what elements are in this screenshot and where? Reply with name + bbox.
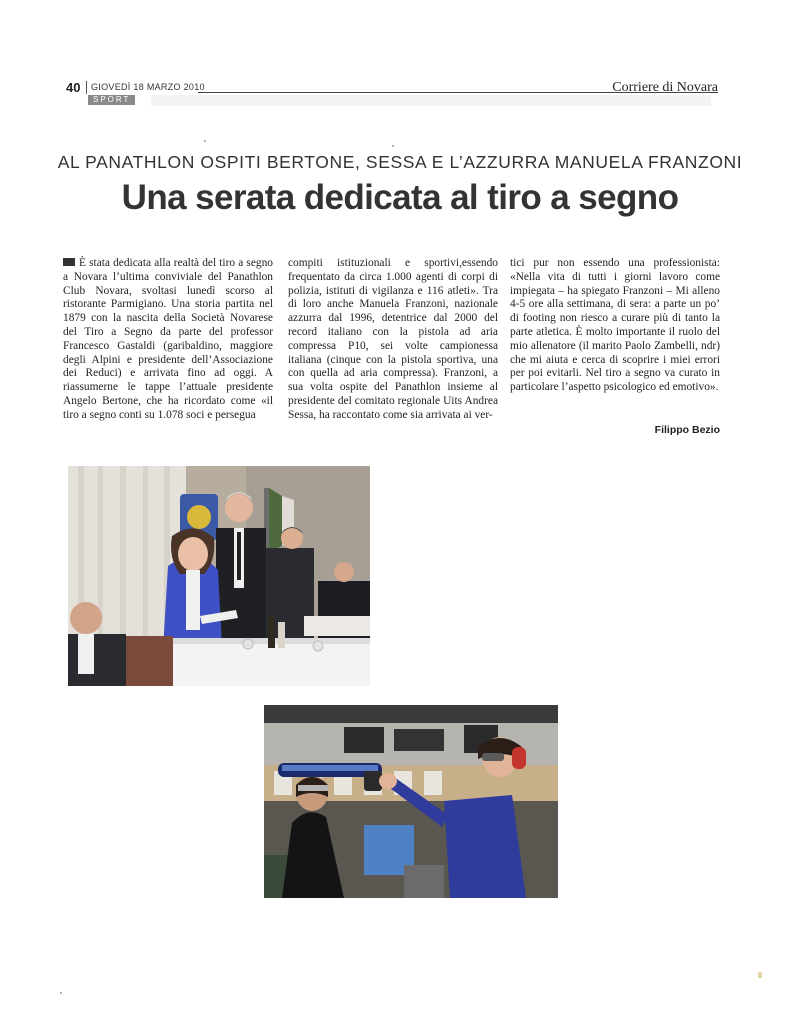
- section-badge: SPORT: [88, 95, 135, 105]
- header-divider: [86, 81, 87, 94]
- newspaper-name: Corriere di Novara: [612, 80, 718, 95]
- paper-speck: [758, 972, 762, 978]
- lead-square-icon: [63, 258, 75, 266]
- photo-panathlon-dinner: [68, 466, 370, 686]
- article-kicker: AL PANATHLON OSPITI BERTONE, SESSA E L’AZZURRA MANUELA FRANZONI: [57, 152, 743, 172]
- article-column-1: [63, 257, 273, 423]
- issue-date: GIOVEDÌ 18 MARZO 2010: [91, 82, 205, 92]
- dinner-photo-illustration: [68, 466, 370, 686]
- column-1-text: È stata dedicata alla realtà del tiro a segno a Novara l’ultima conviviale del Panathlon Club Novara, svoltasi lunedì scorso al ristorante Parmigiano. Una storia partita nel 1879 con la nascita della Società Novarese del Tiro a Segno da parte del professor Francesco Gastaldi (garibaldino, maggiore degli Alpini e presidente dell’Associazione dei Reduci) e arrivata fino ad oggi. A riassumerne le tappe l’attuale presidente Angelo Bertone, che ha ricordato come «il tiro a segno conti su 1.078 soci e persegua: [63, 257, 273, 421]
- paper-speck: [204, 140, 206, 142]
- article-byline: Filippo Bezio: [654, 424, 720, 436]
- paper-speck: [60, 992, 62, 994]
- page-header: [66, 80, 718, 106]
- article-column-3: tici pur non essendo una professionista: «Nella vita di tutti i giorni lavoro come impiegata – ha spiegato Franzoni – Mi alleno 4-5 ore alla settimana, di sera: a parte un po’ di footing non riesco a curare più di tanto la parte atletica. È molto importante il ruolo del mio allenatore (il marito Paolo Zambelli, ndr) che mi aiuta e cerca di scoprire i miei errori per poi evitarli. Nel tiro a segno va curato in particolare l’aspetto psicologico ed emotivo».: [510, 257, 720, 394]
- shooting-photo-illustration: [264, 705, 558, 898]
- photo-shooting-range: [264, 705, 558, 898]
- header-bleed-through: [151, 95, 711, 106]
- article-title: Una serata dedicata al tiro a segno: [121, 178, 679, 217]
- page-number: 40: [66, 80, 81, 95]
- article-column-2: compiti istituzionali e sportivi,essendo frequentato da circa 1.000 agenti di corpi di polizia, istituti di vigilanza e 116 atleti». Tra di loro anche Manuela Franzoni, nazionale azzurra dal 1996, detentrice dal 2000 del record italiano con la pistola ad aria compressa P10, sei volte campionessa italiana (cinque con la pistola sportiva, una con quella ad aria compressa). Franzoni, a sua volta ospite del Panathlon insieme al presidente del comitato regionale Uits Andrea Sessa, ha raccontato come sia arrivata ai ver-: [288, 257, 498, 421]
- paper-speck: [392, 145, 394, 147]
